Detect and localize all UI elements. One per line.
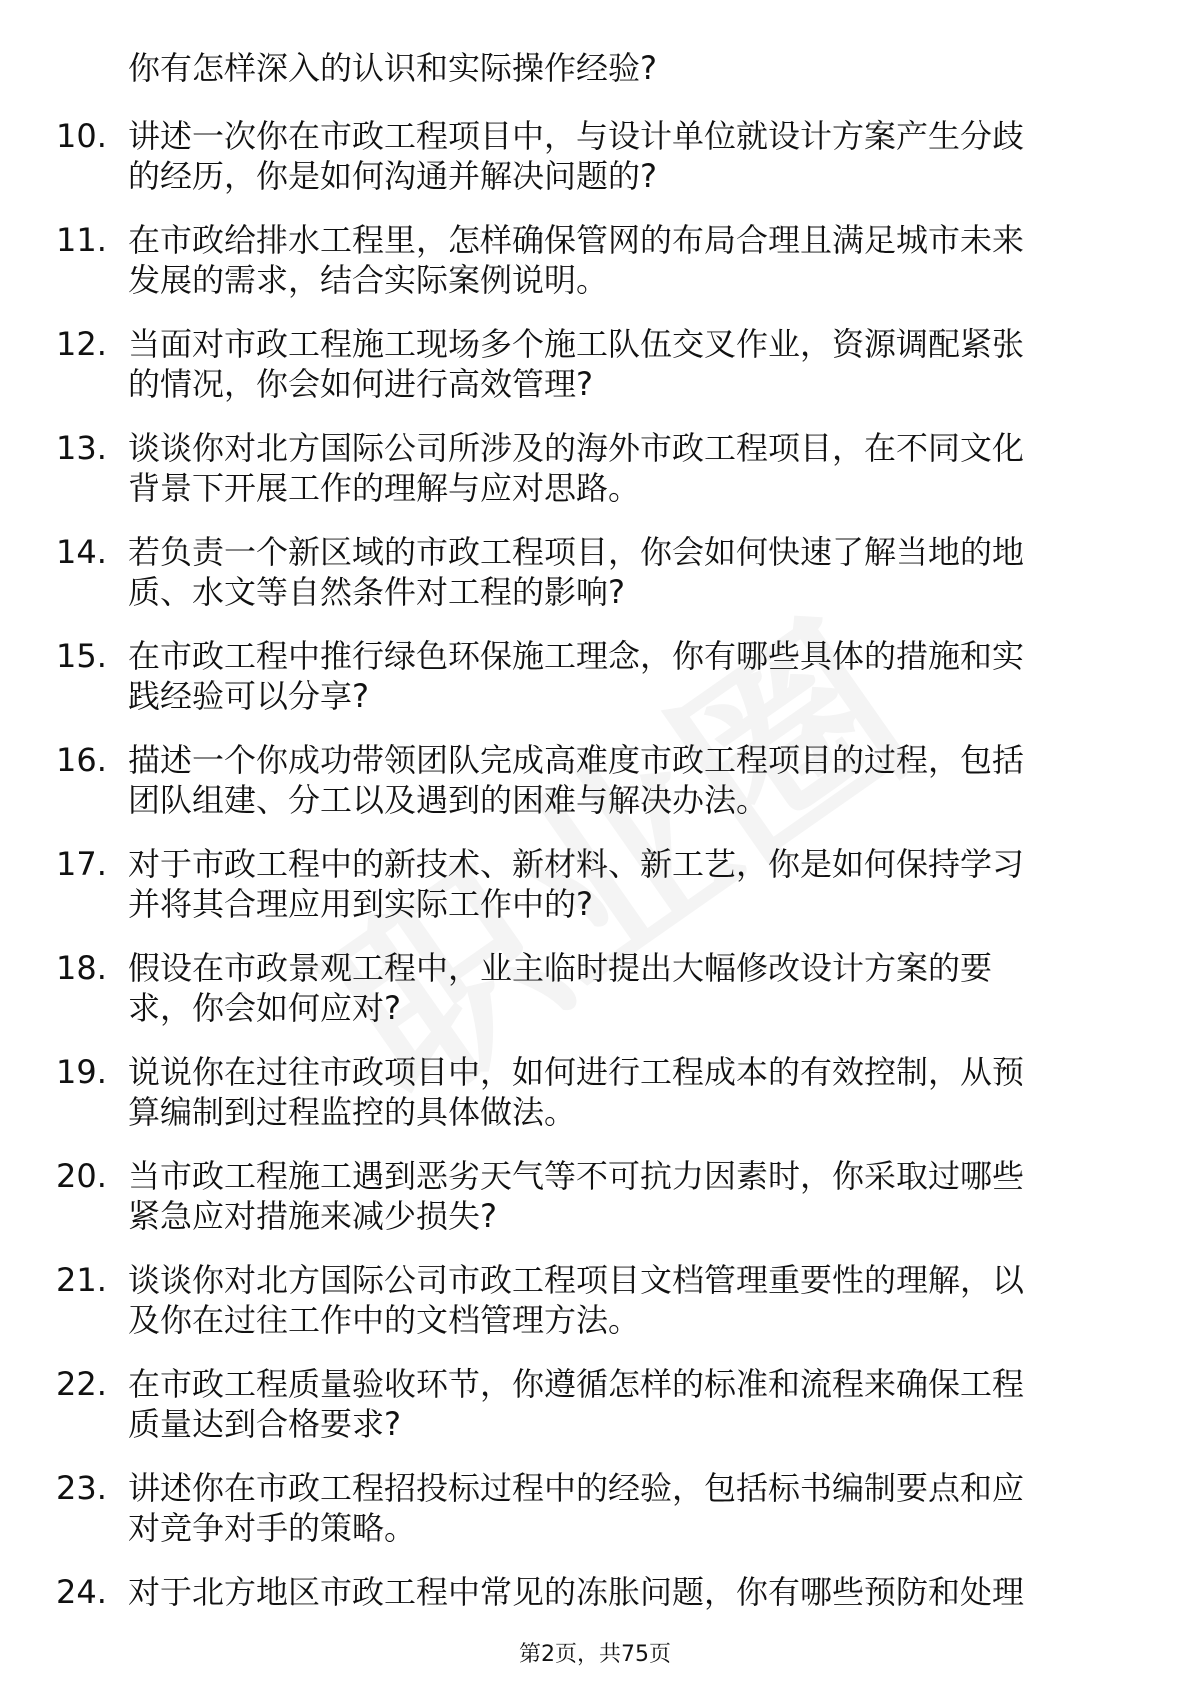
question-text-line1: 在市政给排水工程里，怎样确保管网的布局合理且满足城市未来: [128, 221, 1025, 259]
question-number: 19.: [56, 1053, 107, 1091]
question-text-line2: 对竞争对手的策略。: [128, 1509, 417, 1547]
question-item: [0, 1260, 1190, 1364]
question-item: [0, 844, 1190, 948]
question-number: 23.: [56, 1469, 107, 1507]
question-item: [0, 220, 1190, 324]
question-text-line2: 求，你会如何应对?: [128, 989, 401, 1027]
question-text-line1: 对于市政工程中的新技术、新材料、新工艺，你是如何保持学习: [128, 845, 1025, 883]
question-number: 11.: [56, 221, 107, 259]
question-number: 14.: [56, 533, 107, 571]
question-text-line2: 紧急应对措施来减少损失?: [128, 1197, 497, 1235]
question-number: 20.: [56, 1157, 107, 1195]
question-text-line2: 算编制到过程监控的具体做法。: [128, 1093, 577, 1131]
question-item: [0, 1468, 1190, 1572]
question-text-line1: 讲述你在市政工程招投标过程中的经验，包括标书编制要点和应: [128, 1469, 1025, 1507]
question-text-line2: 践经验可以分享?: [128, 677, 369, 715]
question-item: [0, 532, 1190, 636]
continuation-text: 你有怎样深入的认识和实际操作经验?: [128, 49, 657, 87]
question-text-line2: 的经历，你是如何沟通并解决问题的?: [128, 157, 657, 195]
question-text-line2: 质、水文等自然条件对工程的影响?: [128, 573, 625, 611]
page-footer: 第2页，共75页: [519, 1642, 671, 1667]
question-number: 18.: [56, 949, 107, 987]
question-number: 16.: [56, 741, 107, 779]
question-text-line1: 假设在市政景观工程中，业主临时提出大幅修改设计方案的要: [128, 949, 993, 987]
question-text-line1: 讲述一次你在市政工程项目中，与设计单位就设计方案产生分歧: [128, 117, 1025, 155]
question-item: [0, 116, 1190, 220]
question-list: [0, 116, 1190, 1676]
question-item: [0, 1156, 1190, 1260]
question-item: [0, 636, 1190, 740]
question-item: [0, 1052, 1190, 1156]
question-number: 10.: [56, 117, 107, 155]
question-text-line2: 质量达到合格要求?: [128, 1405, 401, 1443]
question-text-line1: 说说你在过往市政项目中，如何进行工程成本的有效控制，从预: [128, 1053, 1025, 1091]
question-number: 24.: [56, 1573, 107, 1611]
question-text-line1: 在市政工程中推行绿色环保施工理念，你有哪些具体的措施和实: [128, 637, 1025, 675]
question-item: [0, 948, 1190, 1052]
question-text-line2: 发展的需求，结合实际案例说明。: [128, 261, 609, 299]
question-text-line2: 并将其合理应用到实际工作中的?: [128, 885, 593, 923]
question-item: [0, 428, 1190, 532]
question-text-line1: 当市政工程施工遇到恶劣天气等不可抗力因素时，你采取过哪些: [128, 1157, 1025, 1195]
question-text-line2: 的情况，你会如何进行高效管理?: [128, 365, 593, 403]
question-number: 21.: [56, 1261, 107, 1299]
question-text-line1: 谈谈你对北方国际公司所涉及的海外市政工程项目，在不同文化: [128, 429, 1025, 467]
question-number: 12.: [56, 325, 107, 363]
question-item: [0, 1364, 1190, 1468]
question-text-line1: 描述一个你成功带领团队完成高难度市政工程项目的过程，包括: [128, 741, 1025, 779]
question-number: 22.: [56, 1365, 107, 1403]
question-text-line1: 在市政工程质量验收环节，你遵循怎样的标准和流程来确保工程: [128, 1365, 1025, 1403]
question-text-line1: 当面对市政工程施工现场多个施工队伍交叉作业，资源调配紧张: [128, 325, 1025, 363]
question-number: 17.: [56, 845, 107, 883]
question-text-line2: 及你在过往工作中的文档管理方法。: [128, 1301, 641, 1339]
question-item: [0, 324, 1190, 428]
question-text-line1: 对于北方地区市政工程中常见的冻胀问题，你有哪些预防和处理: [128, 1573, 1025, 1611]
question-item: [0, 740, 1190, 844]
question-number: 13.: [56, 429, 107, 467]
question-text-line2: 背景下开展工作的理解与应对思路。: [128, 469, 641, 507]
question-text-line1: 谈谈你对北方国际公司市政工程项目文档管理重要性的理解，以: [128, 1261, 1025, 1299]
question-text-line1: 若负责一个新区域的市政工程项目，你会如何快速了解当地的地: [128, 533, 1025, 571]
question-number: 15.: [56, 637, 107, 675]
question-text-line2: 团队组建、分工以及遇到的困难与解决办法。: [128, 781, 769, 819]
